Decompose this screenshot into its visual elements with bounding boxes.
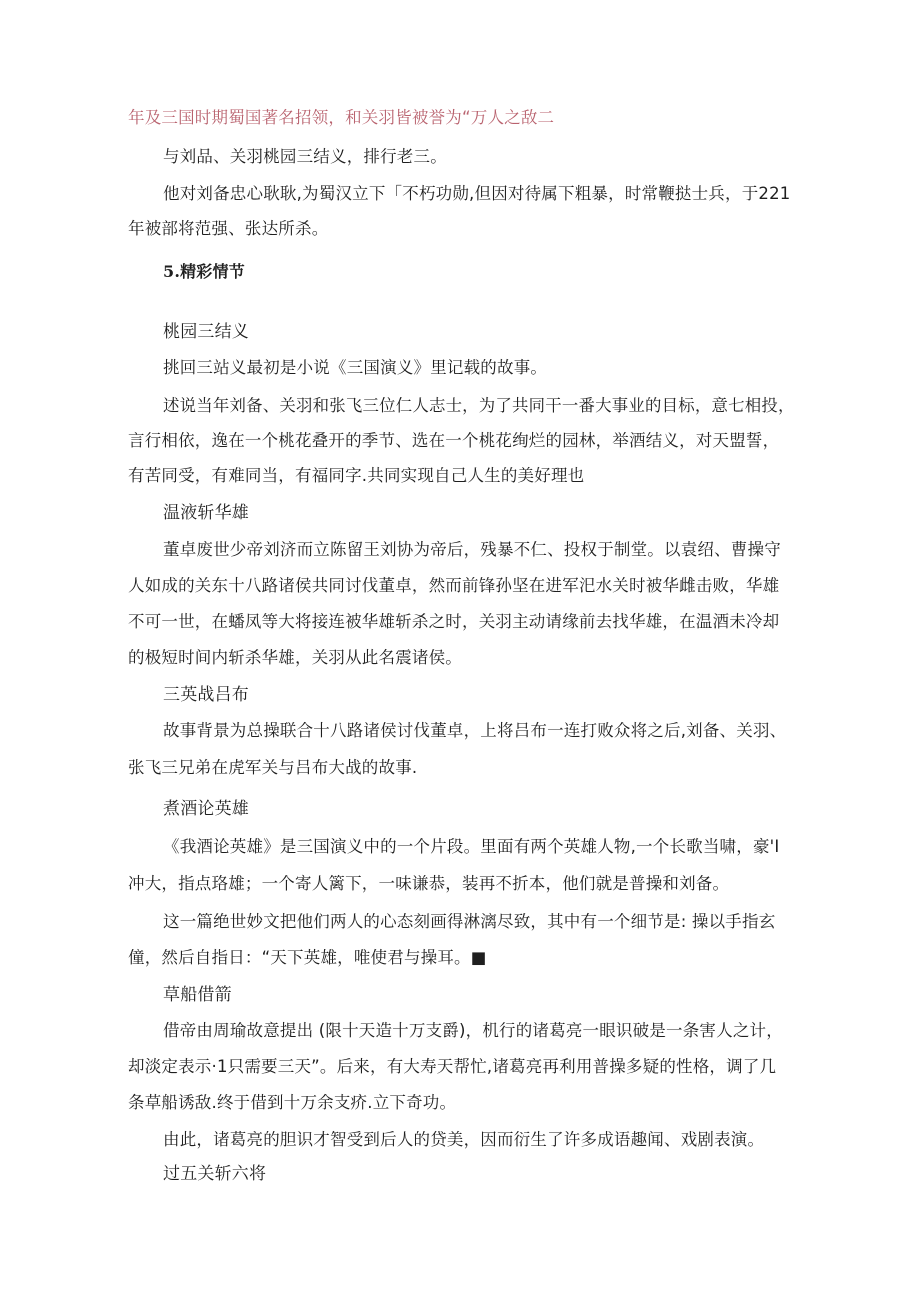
paragraph-line: 与刘品、关羽桃园三结义，排行老三。 — [163, 147, 447, 166]
paragraph-line: 条草船诱敌.终于借到十万余支疥.立下奇功。 — [128, 1093, 457, 1112]
paragraph-line: 由此，诸葛亮的胆识才智受到后人的贷美，因而衍生了许多成语趣闻、戏剧表演。 — [163, 1130, 765, 1149]
subsection-title: 桃园三结义 — [163, 322, 249, 342]
paragraph-line: 他对刘备忠心耿耿,为蜀汉立下「不朽功勋,但因对待属下粗暴，时常鞭挞士兵，于221 — [163, 184, 791, 203]
section-heading: 5.精彩情节 — [163, 262, 245, 281]
paragraph-line: 冲大，指点珞雄；一个寄人篱下，一味谦恭，装再不折本，他们就是普操和刘备。 — [128, 874, 730, 893]
paragraph-line: 僮，然后自指日：“天下英雄，唯使君与操耳。■ — [128, 948, 487, 967]
paragraph-line: 这一篇绝世妙文把他们两人的心态刻画得淋漓尽致，其中有一个细节是: 操以手指玄 — [163, 912, 776, 931]
paragraph-line: 《我酒论英雄》是三国演义中的一个片段。里面有两个英雄人物,一个长歌当啸，豪'I — [163, 837, 780, 856]
subsection-title: 过五关斩六将 — [163, 1164, 267, 1184]
paragraph-line: 年被部将范强、张达所杀。 — [128, 219, 329, 238]
paragraph-line: 挑回三站义最初是小说《三国演义》里记载的故事。 — [163, 358, 548, 377]
paragraph-line: 张飞三兄弟在虎军关与吕布大战的故事. — [128, 758, 418, 777]
paragraph-line: 的极短时间内斩杀华雄，关羽从此名震诸侯。 — [128, 648, 462, 667]
paragraph-line: 人如成的关东十八路诸侯共同讨伐董卓，然而前锋孙坚在进军汜水关时被华雌击败，华雄 — [128, 576, 780, 595]
paragraph-line: 却淡定表示·1只需要三天”。后来，有大寿天帮忙,诸葛亮再利用普操多疑的性格，调了几 — [128, 1057, 777, 1076]
paragraph-line: 借帝由周瑜故意提出 (限十天造十万支爵)，机行的诸葛亮一眼识破是一条害人之计， — [163, 1021, 783, 1040]
paragraph-line: 年及三国时期蜀国著名招领，和关羽皆被誉为“万人之敌二 — [128, 108, 555, 127]
paragraph-line: 言行相依，逸在一个桃花叠开的季节、选在一个桃花绚烂的园林，举酒结义，对天盟誓， — [128, 431, 780, 450]
paragraph-line: 有苦同受，有难同当，有福同字.共同实现自己人生的美好理也 — [128, 466, 585, 485]
paragraph-line: 述说当年刘备、关羽和张飞三位仁人志士，为了共同干一番大事业的目标，意七相投， — [163, 396, 795, 415]
subsection-title: 温液斩华雄 — [163, 503, 249, 523]
paragraph-line: 董卓废世少帝刘济而立陈留王刘协为帝后，残暴不仁、投权于制堂。以袁绍、曹操守 — [163, 540, 781, 559]
paragraph-line: 不可一世，在蟠凤等大将接连被华雄斩杀之时，关羽主动请缘前去找华雄，在温酒未冷却 — [128, 612, 780, 631]
subsection-title: 草船借箭 — [163, 985, 232, 1005]
subsection-title: 三英战吕布 — [163, 685, 249, 705]
paragraph-line: 故事背景为总操联合十八路诸侯讨伐董卓，上将吕布一连打败众将之后,刘备、关羽、 — [163, 721, 787, 740]
subsection-title: 煮酒论英雄 — [163, 799, 249, 819]
